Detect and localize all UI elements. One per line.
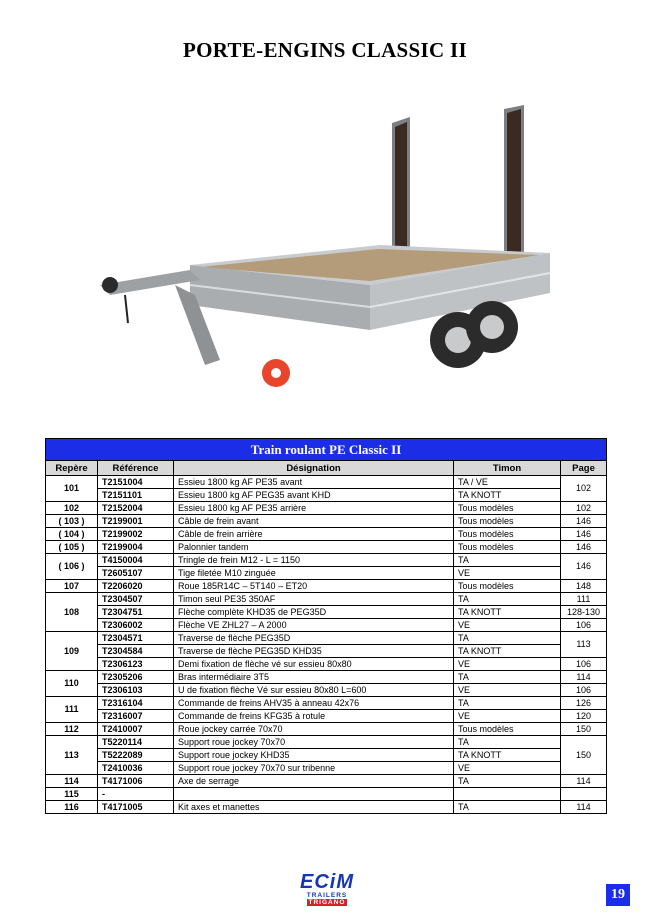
header-reference: Référence [98,461,174,476]
cell-reference: T2305206 [98,671,174,684]
table-row [46,788,607,801]
cell-reference: T2151004 [98,476,174,489]
table-banner: Train roulant PE Classic II [46,439,607,461]
cell-designation: Câble de frein avant [174,515,454,528]
cell-reference: T2306002 [98,619,174,632]
cell-page: 148 [561,580,607,593]
cell-designation: Roue jockey carrée 70x70 [174,723,454,736]
cell-designation [174,788,454,801]
table-row [46,801,607,814]
table-row [46,580,607,593]
cell-page: 106 [561,658,607,671]
cell-repere: ( 104 ) [46,528,98,541]
cell-designation: Essieu 1800 kg AF PE35 avant [174,476,454,489]
cell-page: 114 [561,775,607,788]
table-row [46,684,607,697]
cell-designation: Axe de serrage [174,775,454,788]
cell-page: 106 [561,684,607,697]
cell-page: 102 [561,476,607,502]
table-row [46,658,607,671]
table-row [46,541,607,554]
table-row [46,697,607,710]
table-row [46,671,607,684]
cell-page: 146 [561,528,607,541]
cell-page: 146 [561,554,607,580]
table-row [46,515,607,528]
cell-designation: Kit axes et manettes [174,801,454,814]
table-row [46,749,607,762]
table-row [46,645,607,658]
cell-reference: T2306103 [98,684,174,697]
cell-page: 128-130 [561,606,607,619]
cell-page: 114 [561,801,607,814]
cell-designation: Câble de frein arrière [174,528,454,541]
cell-timon: TA KNOTT [454,489,561,502]
header-timon: Timon [454,461,561,476]
table-row [46,606,607,619]
table-row [46,762,607,775]
table-row [46,502,607,515]
cell-reference: T2199001 [98,515,174,528]
cell-reference: T2199002 [98,528,174,541]
cell-repere: 108 [46,593,98,632]
cell-timon: Tous modèles [454,515,561,528]
cell-timon: Tous modèles [454,541,561,554]
cell-reference: T2304571 [98,632,174,645]
cell-page: 102 [561,502,607,515]
table-body [46,476,607,814]
cell-timon: VE [454,619,561,632]
cell-repere: 116 [46,801,98,814]
ecim-logo: ECiM TRAILERS TRIGANO [300,871,354,906]
cell-timon: VE [454,762,561,775]
cell-timon: TA [454,593,561,606]
cell-timon: VE [454,658,561,671]
cell-page [561,788,607,801]
cell-repere: 111 [46,697,98,723]
cell-repere: ( 103 ) [46,515,98,528]
cell-repere: 113 [46,736,98,775]
cell-repere: 102 [46,502,98,515]
cell-designation: Essieu 1800 kg AF PE35 arrière [174,502,454,515]
cell-timon: Tous modèles [454,502,561,515]
cell-timon [454,788,561,801]
cell-designation: Traverse de flèche PEG35D KHD35 [174,645,454,658]
header-page: Page [561,461,607,476]
page-title: PORTE-ENGINS CLASSIC II [183,38,467,62]
cell-reference: T2605107 [98,567,174,580]
cell-reference: T2199004 [98,541,174,554]
cell-timon: VE [454,567,561,580]
header-repere: Repère [46,461,98,476]
cell-timon: TA [454,736,561,749]
cell-timon: TA [454,554,561,567]
table-row [46,775,607,788]
cell-designation: Traverse de flèche PEG35D [174,632,454,645]
cell-reference: T2206020 [98,580,174,593]
cell-reference: T2410036 [98,762,174,775]
cell-repere: 110 [46,671,98,697]
cell-reference: T2304507 [98,593,174,606]
cell-page: 114 [561,671,607,684]
cell-reference: T2152004 [98,502,174,515]
cell-page: 150 [561,736,607,775]
cell-timon: TA [454,697,561,710]
cell-designation: Timon seul PE35 350AF [174,593,454,606]
cell-timon: VE [454,684,561,697]
table-row [46,554,607,567]
cell-timon: Tous modèles [454,580,561,593]
cell-reference: T4171006 [98,775,174,788]
cell-reference: T2316104 [98,697,174,710]
table-row [46,593,607,606]
table-row [46,567,607,580]
cell-reference: T2304584 [98,645,174,658]
cell-reference: T2306123 [98,658,174,671]
cell-page: 146 [561,515,607,528]
cell-timon: TA [454,801,561,814]
cell-reference: T2316007 [98,710,174,723]
cell-designation: Support roue jockey 70x70 [174,736,454,749]
table-row [46,619,607,632]
cell-repere: 115 [46,788,98,801]
table-row [46,736,607,749]
trailer-photo [80,95,580,405]
cell-timon: Tous modèles [454,528,561,541]
cell-timon: TA KNOTT [454,606,561,619]
cell-designation: Commande de freins AHV35 à anneau 42x76 [174,697,454,710]
cell-reference: T5220114 [98,736,174,749]
cell-timon: TA [454,775,561,788]
cell-reference: T2410007 [98,723,174,736]
cell-timon: TA [454,632,561,645]
cell-reference: T4150004 [98,554,174,567]
cell-timon: TA / VE [454,476,561,489]
cell-designation: Essieu 1800 kg AF PEG35 avant KHD [174,489,454,502]
cell-page: 106 [561,619,607,632]
table-row [46,632,607,645]
cell-designation: Palonnier tandem [174,541,454,554]
cell-timon: TA [454,671,561,684]
cell-designation: Roue 185R14C – 5T140 – ET20 [174,580,454,593]
cell-page: 120 [561,710,607,723]
cell-timon: Tous modèles [454,723,561,736]
cell-repere: 109 [46,632,98,671]
table-row [46,476,607,489]
table-row [46,528,607,541]
cell-designation: Bras intermédiaire 3T5 [174,671,454,684]
cell-reference: T2151101 [98,489,174,502]
cell-repere: 107 [46,580,98,593]
cell-timon: VE [454,710,561,723]
page-number: 19 [606,884,630,906]
cell-timon: TA KNOTT [454,749,561,762]
cell-designation: Tringle de frein M12 - L = 1150 [174,554,454,567]
cell-page: 146 [561,541,607,554]
cell-page: 111 [561,593,607,606]
cell-repere: ( 105 ) [46,541,98,554]
cell-reference: T5222089 [98,749,174,762]
header-designation: Désignation [174,461,454,476]
cell-repere: ( 106 ) [46,554,98,580]
cell-repere: 101 [46,476,98,502]
cell-reference: - [98,788,174,801]
cell-designation: Commande de freins KFG35 à rotule [174,710,454,723]
cell-repere: 112 [46,723,98,736]
cell-designation: Support roue jockey KHD35 [174,749,454,762]
cell-designation: Flèche VE ZHL27 – A 2000 [174,619,454,632]
cell-designation: Tige filetée M10 zinguée [174,567,454,580]
cell-designation: Support roue jockey 70x70 sur tribenne [174,762,454,775]
cell-page: 126 [561,697,607,710]
cell-timon: TA KNOTT [454,645,561,658]
table-row [46,710,607,723]
cell-reference: T2304751 [98,606,174,619]
parts-table [45,438,606,814]
cell-designation: Flèche complète KHD35 de PEG35D [174,606,454,619]
cell-reference: T4171005 [98,801,174,814]
table-row [46,723,607,736]
cell-repere: 114 [46,775,98,788]
cell-designation: U de fixation flèche Vé sur essieu 80x80 L=600 [174,684,454,697]
cell-page: 150 [561,723,607,736]
cell-page: 113 [561,632,607,658]
table-row [46,489,607,502]
cell-designation: Demi fixation de flèche vé sur essieu 80x80 [174,658,454,671]
